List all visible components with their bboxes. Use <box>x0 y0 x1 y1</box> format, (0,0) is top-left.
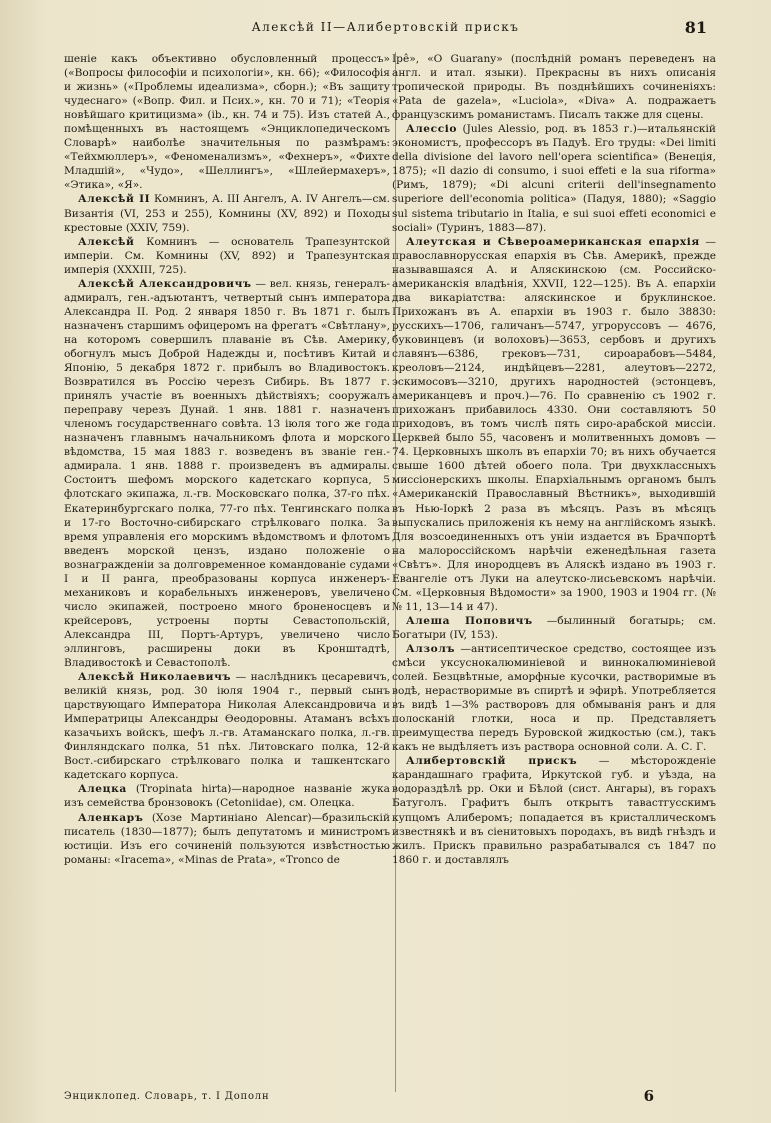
entry-body: —былинный богатырь; см. Богатыри (IV, 153). <box>392 614 716 641</box>
dictionary-entry <box>64 811 390 867</box>
entry-body: — вел. князь, генералъ-адмиралъ, ген.-адъютантъ, четвертый сынъ императора Александра II. Род. 2 января 1850 г. Въ 1871 г. былъ назначенъ старшимъ офицеромъ на фрегатъ «Свѣтлану», на которомъ совершилъ плаваніе въ Сѣв. Америку, обогнулъ мысъ Доброй Надежды и, посѣтивъ Китай и Японію, 5 декабря 1872 г. прибылъ во Владивостокъ. Возвратился въ Россію черезъ Сибирь. Въ 1877 г. принялъ участіе въ военныхъ дѣйствіяхъ; сооружалъ переправу черезъ Дунай. 1 янв. 1881 г. назначенъ членомъ государственнаго совѣта. 13 іюля того же года назначенъ главнымъ начальникомъ флота и морского вѣдомства, 15 мая 1883 г. возведенъ въ званіе ген.-адмирала. 1 янв. 1888 г. произведенъ въ адмиралы. Состоитъ шефомъ морского кадетскаго корпуса, 5 флотскаго экипажа, л.-гв. Московскаго полка, 37-го пѣх. Екатеринбургскаго полка, 77-го пѣх. Тенгинскаго полка и 17-го Восточно-сибирскаго стрѣлковаго полка. За время управленія его морскимъ вѣдомствомъ и флотомъ введенъ морской цензъ, издано положеніе о вознагражденіи за долговременное командованіе судами I и II ранга, преобразованы корпуса инженеръ-механиковъ и корабельныхъ инженеровъ, увеличено число экипажей, построено много броненосцевъ и крейсеровъ, устроены порты Севастопольскій, Александра III, Портъ-Артуръ, увеличено число эллинговъ, расширены доки въ Кронштадтѣ, Владивостокѣ и Севастополѣ. <box>64 277 391 670</box>
entry-body: — наслѣдникъ цесаревичъ, великій князь, род. 30 іюля 1904 г., первый сынъ царствующаго Императора Николая Александровича и Императрицы Александры Ѳеодоровны. Атаманъ всѣхъ казачьихъ войскъ, шефъ л.-гв. Атаманскаго полка, л.-гв. Финляндскаго полка, 51 пѣх. Литовскаго полка, 12-й Вост.-сибирскаго стрѣлковаго полка и ташкентскаго кадетскаго корпуса. <box>64 671 390 782</box>
entry-headword: Алибертовскій прискъ <box>406 755 578 768</box>
left-column <box>64 52 390 867</box>
entry-headword: Алексѣй Александровичъ <box>78 277 252 290</box>
dictionary-entry <box>64 235 390 277</box>
right-column <box>392 52 716 867</box>
entry-headword: Аленкаръ <box>78 811 144 824</box>
dictionary-entry <box>64 192 390 234</box>
dictionary-entry <box>392 122 716 234</box>
entry-body: (Jules Alessio, род. въ 1853 г.)—итальянскій экономистъ, профессоръ въ Падуѣ. Его труды: «Dei limiti della divisione del lavoro nell'opera scientifica» (Венеція, 1875); «Il dazio di consumo, i suoi effeti e la sua riforma» (Римъ, 1879); «Di alcuni criterii dell'insegnamento superiore dell'economia politica» (Падуя, 1880); «Saggio sul sistema tributario in Italia, e sui suoi effeti economici e sociali» (Туринъ, 1883—87). <box>392 123 716 234</box>
entry-body: —православнорусская епархія въ Сѣв. Америкѣ, прежде называвшаяся А. и Аляскинскою (см. Российско-американскія владѣнія, XXVII, 122—125). Въ А. епархіи два викаріатства: аляскинское и бруклинское. Прихожанъ въ А. епархіи въ 1903 г. было 38830: русскихъ—1706, галичанъ—5747, угроруссовъ — 4676, буковинцевъ (и волоховъ)—3653, сербовъ и другихъ славянъ—6386, грековъ—731, сироарабовъ—5484, креоловъ—2124, индѣйцевъ—2281, алеутовъ—2272, эскимосовъ—3210, другихъ народностей (эстонцевъ, американцевъ и проч.)—76. По сравненію съ 1902 г. прихожанъ прибавилось 4330. Они составляютъ 50 приходовъ, въ томъ числѣ пять сиро-арабской миссіи. Церквей было 55, часовенъ и молитвенныхъ домовъ — 74. Церковныхъ школъ въ епархіи 70; въ нихъ обучается свыше 1600 дѣтей обоего пола. Три двухклассныхъ миссіонерскихъ школы. Епархіальнымъ органомъ былъ «Американскій Православный Вѣстникъ», выходившій въ Нью-Іоркѣ 2 раза въ мѣсяцъ. Разъ въ мѣсяцъ выпускались приложенія къ нему на англійскомъ языкѣ. Для возсоединенныхъ отъ уніи издается въ Брачпортѣ на малороссійскомъ нарѣчіи еженедѣльная газета «Свѣтъ». Для инородцевъ въ Аляскѣ издано въ 1903 г. Евангеліе отъ Луки на алеутско-лисьевскомъ нарѣчіи. См. «Церковныя Вѣдомости» за 1900, 1903 и 1904 гг. (№№ 11, 13—14 и 47). <box>392 235 716 613</box>
dictionary-entry <box>392 235 716 614</box>
entry-headword: Алеша Поповичъ <box>406 614 533 627</box>
entry-headword: Алеутская и Сѣвероамериканская епархія <box>406 235 700 248</box>
continued-paragraph: шеніе какъ объективно обусловленный процессъ» («Вопросы философіи и психологіи», кн. 66); «Философія и жизнь» («Проблемы идеализма», сборн.); «Въ защиту чудеснаго» («Вопр. Фил. и Псих.», кн. 70 и 71); «Теорія новѣйшаго критицизма» (ib., кн. 74 и 75). Изъ статей А., помѣщенныхъ въ настоящемъ «Энциклопедическомъ Словарѣ» наиболѣе значительныя по размѣрамъ: «Тейхмюллеръ», «Феноменализмъ», «Фехнеръ», «Фихте Младшій», «Чудо», «Шеллингъ», «Шлейермахеръ», «Этика», «Я». <box>64 53 390 192</box>
dictionary-entry <box>64 277 390 670</box>
entry-body: —антисептическое средство, состоящее изъ смѣси уксуснокалюминіевой и виннокалюминіевой солей. Безцвѣтные, аморфные кусочки, растворимые въ водѣ, нерастворимые въ спиртѣ и эфирѣ. Употребляется въ видѣ 1—3% растворовъ для обмыванія ранъ и для полосканій глотки, носа и пр. Представляетъ преимущества передъ Буровской жидкостью (см.), такъ какъ не выдѣляетъ изъ раствора основной соли. А. С. Г. <box>392 642 716 754</box>
page-number: 81 <box>684 18 707 37</box>
running-head: Алексѣй II—Алибертовскій прискъ <box>251 20 520 34</box>
page-footer <box>64 1087 716 1111</box>
entry-headword: Алексѣй Николаевичъ <box>78 671 232 684</box>
dictionary-entry <box>392 642 716 754</box>
entry-body: Комнинъ — основатель Трапезунтской имперіи. См. Комнины (XV, 892) и Трапезунтская имперія (XXXIII, 725). <box>64 235 391 276</box>
entry-body: (Хозе Мартиніано Alencar)—бразильскій писатель (1830—1877); былъ депутатомъ и министромъ юстиціи. Изъ его сочиненій пользуются извѣстностью романы: «Iracema», «Minas de Prata», «Tronco de <box>64 811 390 866</box>
entry-headword: Алессіо <box>406 123 458 136</box>
dictionary-entry <box>392 754 716 866</box>
dictionary-entry <box>64 670 390 782</box>
entry-headword: Алексѣй II <box>78 193 151 206</box>
printer-signature: Энциклопед. Словарь, т. I Дополн <box>64 1091 270 1102</box>
dictionary-entry <box>392 614 716 642</box>
entry-body: (Tropinata hirta)—народное названіе жука изъ семейства бронзовокъ (Cetoniidae), см. Олецка. <box>64 783 390 810</box>
entry-body: — мѣсторожденіе карандашнаго графита, Иркутской губ. и уѣзда, на водораздѣлѣ рр. Оки и Бѣлой (сист. Ангары), въ горахъ Батуголъ. Графитъ былъ открытъ тавастгусскимъ купцомъ Алиберомъ; попадается въ кристаллическомъ известнякѣ и въ сіенитовыхъ породахъ, въ видѣ гнѣздъ и жилъ. Прискъ правильно разрабатывался съ 1847 по 1860 г. и доставлялъ <box>392 755 716 866</box>
entry-headword: Алецка <box>78 783 127 796</box>
page-header <box>0 18 771 44</box>
entry-body: Комнинъ, А. III Ангелъ, А. IV Ангелъ—см. Византія (VI, 253 и 255), Комнины (XV, 892) и Походы крестовые (XXIV, 759). <box>64 193 390 234</box>
dictionary-entry <box>64 782 390 810</box>
continued-paragraph: Ipê», «O Guarany» (послѣдній романъ переведенъ на англ. и итал. языки). Прекрасны въ нихъ описанія тропической природы. Въ позднѣйшихъ сочиненіяхъ: «Pata de gazela», «Luciola», «Diva» А. подражаетъ французскимъ романистамъ. Писалъ также для сцены. <box>392 53 716 122</box>
sheet-number: 6 <box>643 1087 654 1105</box>
entry-headword: Алзолъ <box>406 642 456 655</box>
entry-headword: Алексѣй <box>78 235 135 248</box>
